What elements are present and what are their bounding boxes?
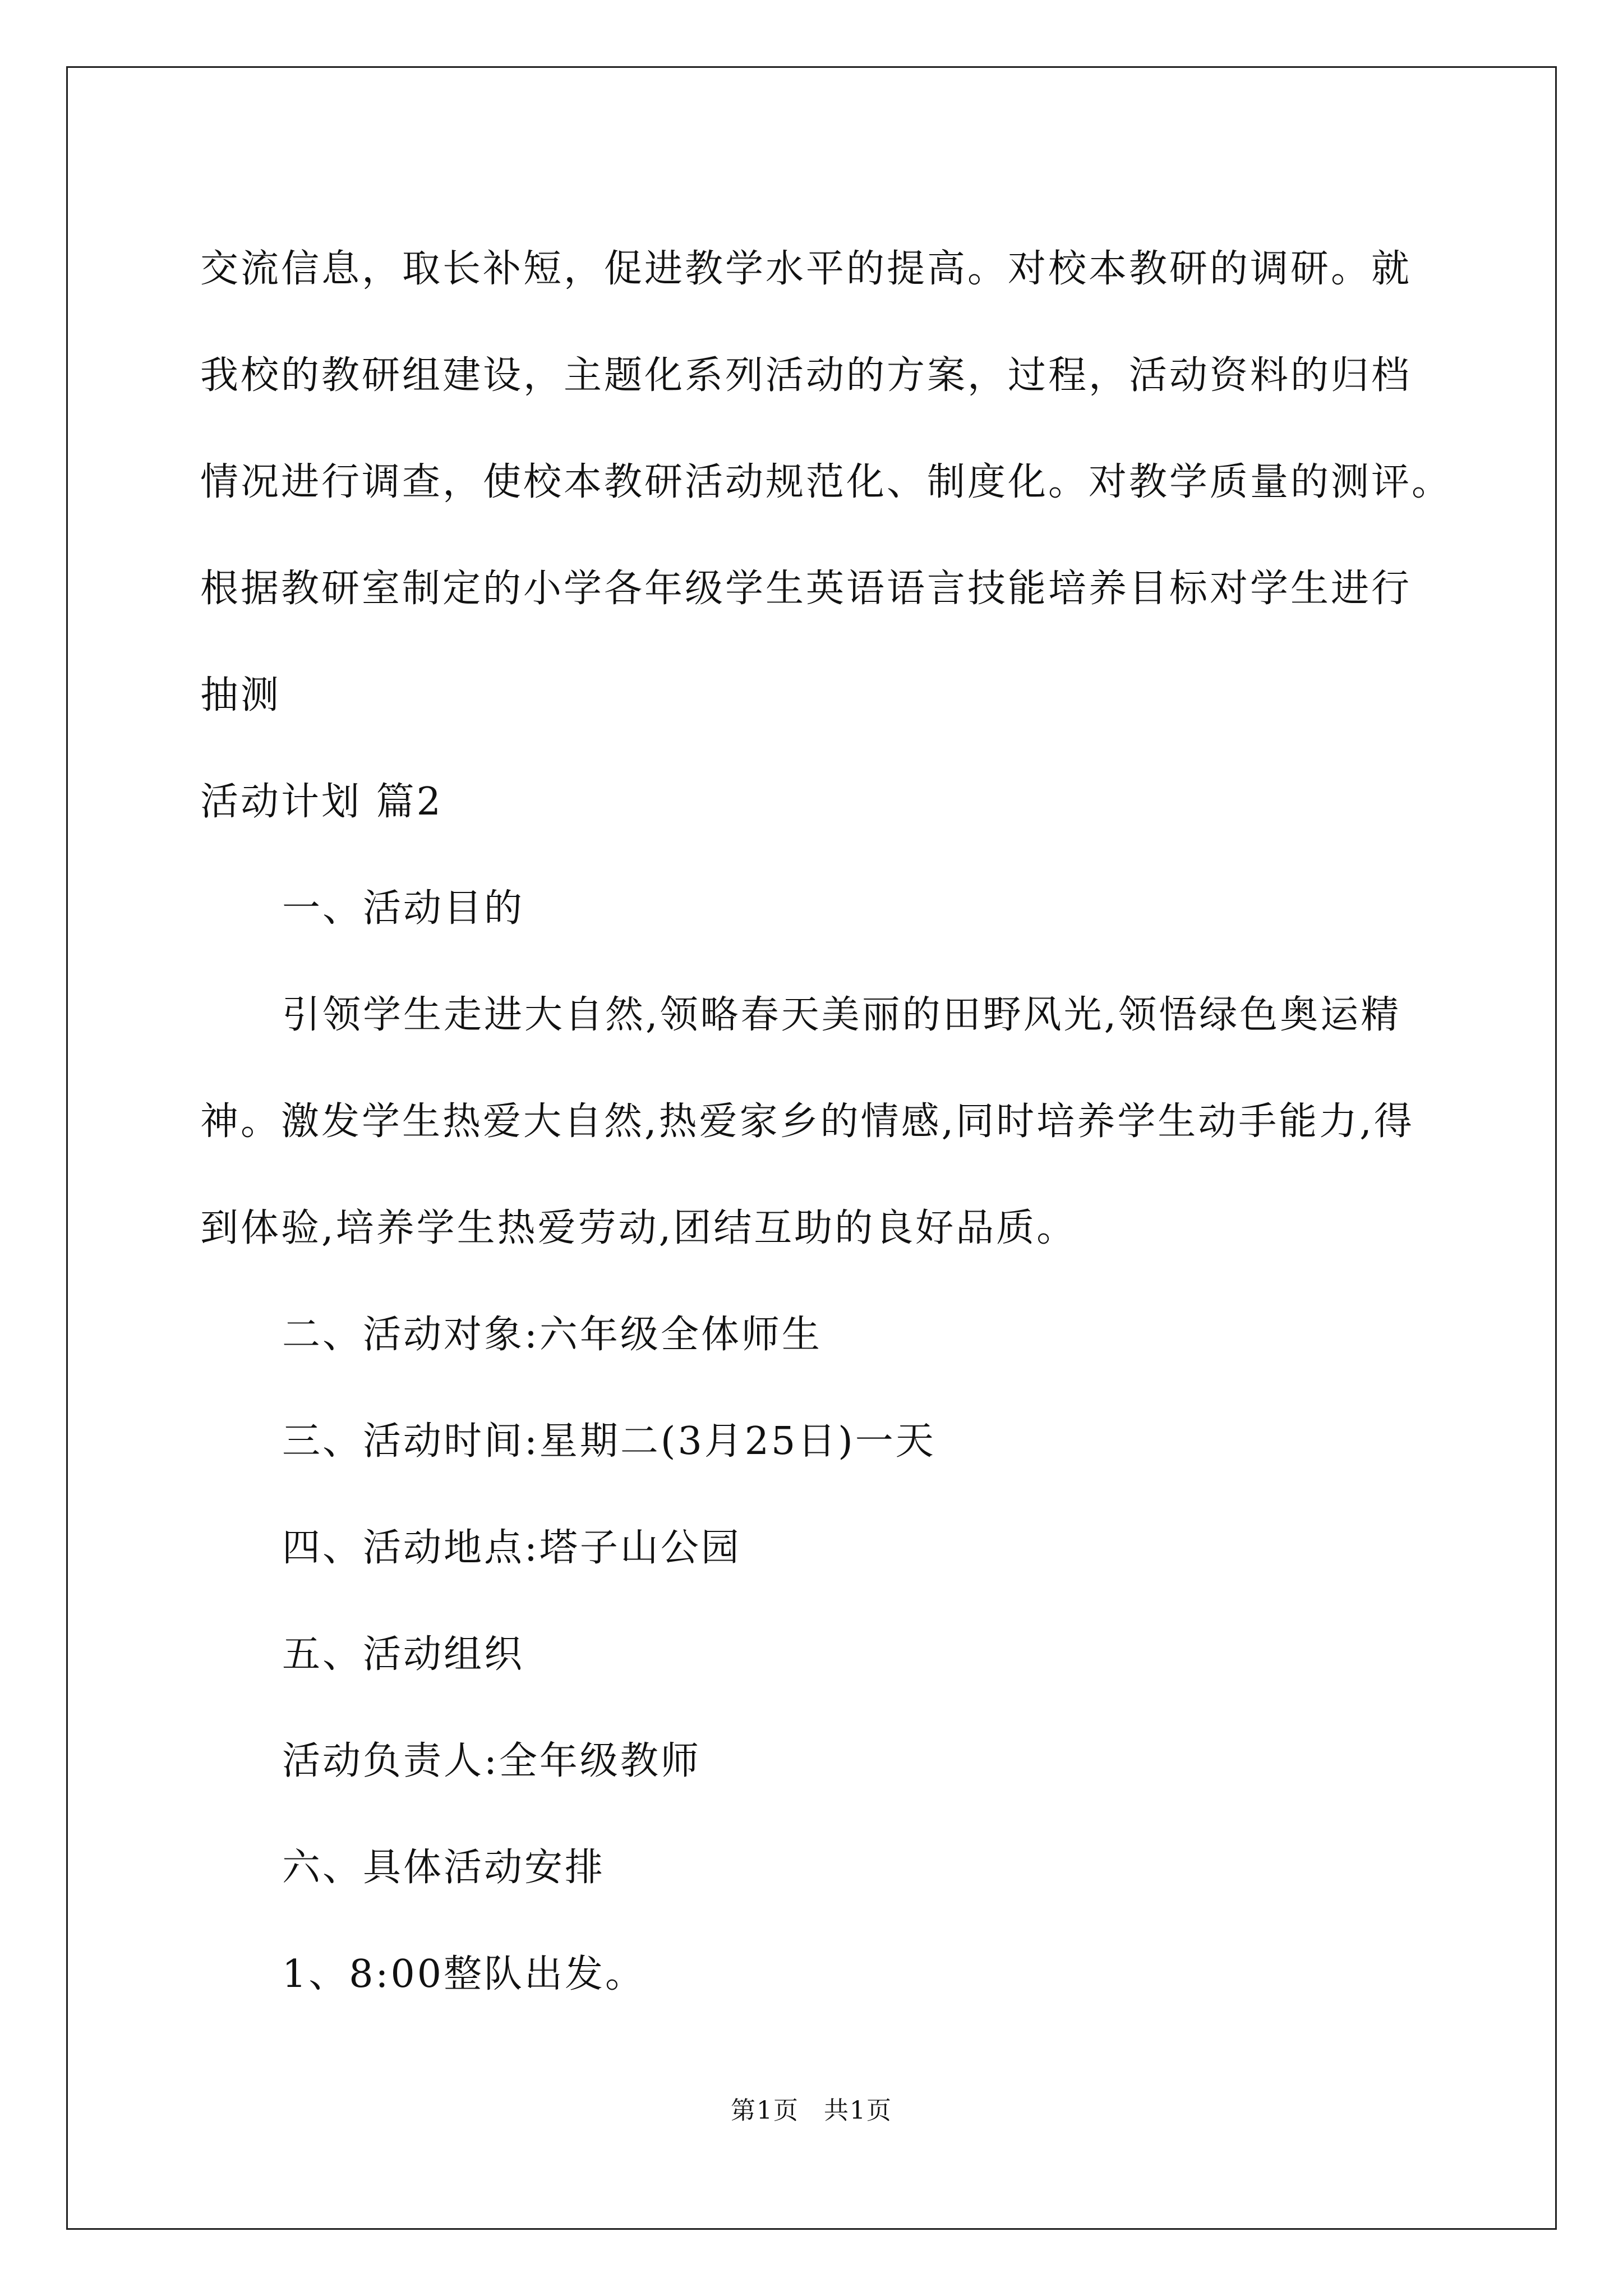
text-line: 抽测 — [200, 673, 282, 717]
item-schedule: 六、具体活动安排 — [282, 1846, 606, 1890]
text-line: 交流信息，取长补短，促进教学水平的提高。对校本教研的调研。就 — [200, 247, 1412, 291]
text-line: 我校的教研组建设，主题化系列活动的方案，过程，活动资料的归档 — [200, 353, 1412, 398]
text-line: 情况进行调查，使校本教研活动规范化、制度化。对教学质量的测评。 — [200, 460, 1453, 504]
page-number: 第1页 — [731, 2096, 799, 2125]
section-heading: 活动计划 篇2 — [200, 780, 443, 824]
item-time: 三、活动时间:星期二(3月25日)一天 — [282, 1419, 936, 1464]
schedule-step: 1、8:00整队出发。 — [282, 1952, 645, 1996]
item-target: 二、活动对象:六年级全体师生 — [282, 1313, 822, 1357]
page-total: 共1页 — [824, 2096, 892, 2125]
text-line: 引领学生走进大自然,领略春天美丽的田野风光,领悟绿色奥运精 — [282, 993, 1401, 1037]
text-line: 根据教研室制定的小学各年级学生英语语言技能培养目标对学生进行 — [200, 567, 1412, 611]
page-footer — [0, 2094, 1623, 2128]
item-location: 四、活动地点:塔子山公园 — [282, 1526, 741, 1570]
item-heading-purpose: 一、活动目的 — [282, 886, 525, 931]
text-line: 到体验,培养学生热爱劳动,团结互助的良好品质。 — [200, 1206, 1077, 1250]
item-organization: 五、活动组织 — [282, 1632, 525, 1677]
item-leader: 活动负责人:全年级教师 — [282, 1739, 701, 1783]
document-body — [200, 216, 1456, 2028]
text-line: 神。激发学生热爱大自然,热爱家乡的情感,同时培养学生动手能力,得 — [200, 1099, 1414, 1144]
